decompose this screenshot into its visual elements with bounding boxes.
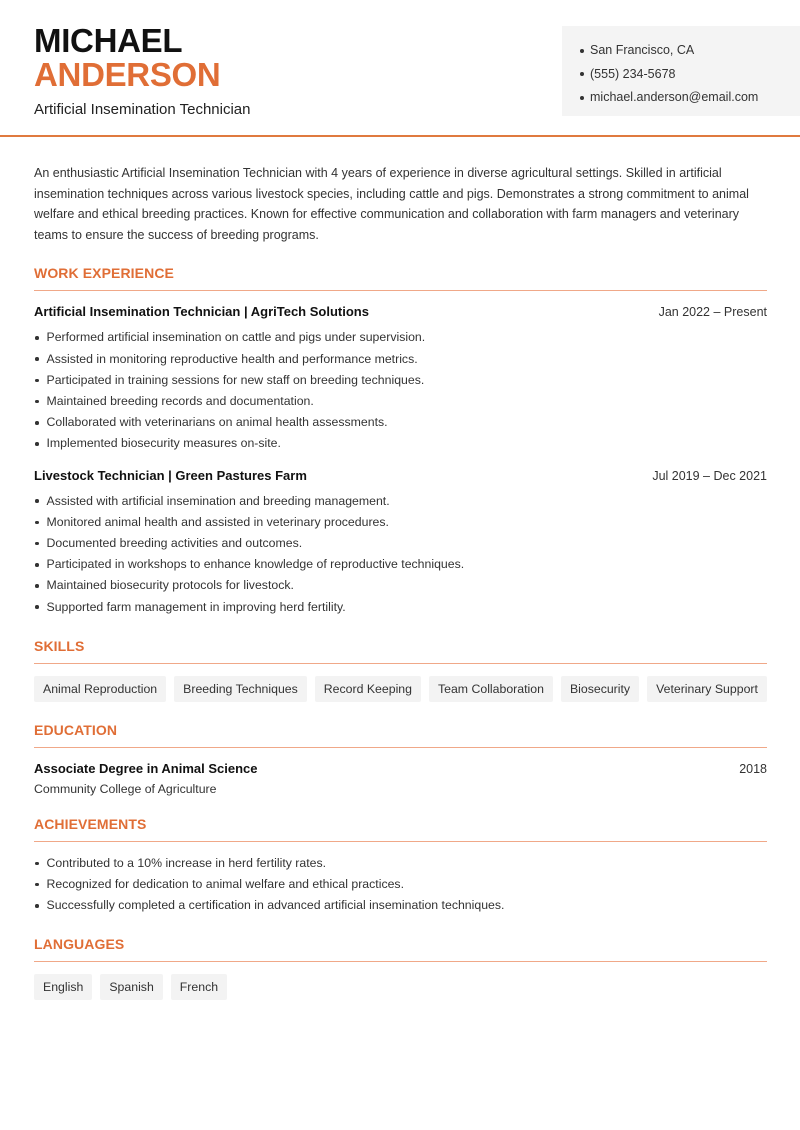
list-item: Recognized for dedication to animal welfare and ethical practices.	[34, 874, 767, 895]
job-role: Artificial Insemination Technician | AgriTech Solutions	[34, 304, 369, 320]
language-tag: Spanish	[100, 974, 162, 1000]
bullet-icon	[35, 563, 39, 567]
language-tag: French	[171, 974, 227, 1000]
email-text: michael.anderson@email.com	[590, 90, 759, 104]
skill-tag: Team Collaboration	[429, 676, 553, 702]
job-entry	[34, 304, 767, 454]
bullet-icon	[35, 357, 39, 361]
bullet-icon	[35, 542, 39, 546]
list-item: Implemented biosecurity measures on-site.	[34, 433, 767, 454]
job-role: Livestock Technician | Green Pastures Farm	[34, 467, 307, 483]
list-item: Assisted in monitoring reproductive health and performance metrics.	[34, 349, 767, 370]
skill-tag: Record Keeping	[315, 676, 421, 702]
section-title: WORK EXPERIENCE	[34, 265, 767, 291]
skills-section	[34, 638, 767, 702]
section-title: ACHIEVEMENTS	[34, 816, 767, 842]
language-tag: English	[34, 974, 92, 1000]
graduation-year: 2018	[739, 761, 767, 776]
skill-tag: Veterinary Support	[647, 676, 767, 702]
bullet-icon	[35, 421, 39, 425]
bullet-icon	[35, 883, 39, 887]
education-entry	[34, 761, 767, 796]
degree: Associate Degree in Animal Science	[34, 760, 258, 776]
skill-tag: Breeding Techniques	[174, 676, 307, 702]
section-title: SKILLS	[34, 638, 767, 664]
languages-section	[34, 936, 767, 1000]
resume-header	[0, 0, 800, 137]
list-item: Performed artificial insemination on cattle and pigs under supervision.	[34, 327, 767, 348]
bullet-icon	[580, 72, 584, 76]
last-name: ANDERSON	[34, 56, 221, 93]
achievements-list	[34, 853, 767, 917]
job-title: Artificial Insemination Technician	[34, 101, 251, 118]
job-dates: Jan 2022 – Present	[658, 305, 767, 320]
achievements-section	[34, 816, 767, 917]
contact-box	[562, 26, 800, 116]
location-text: San Francisco, CA	[590, 43, 695, 57]
list-item: Monitored animal health and assisted in veterinary procedures.	[34, 512, 767, 533]
bullet-icon	[580, 96, 584, 100]
list-item: Successfully completed a certification in advanced artificial insemination techniques.	[34, 895, 767, 916]
list-item: Contributed to a 10% increase in herd fertility rates.	[34, 853, 767, 874]
bullet-icon	[35, 379, 39, 383]
bullet-icon	[580, 49, 584, 53]
bullet-icon	[35, 499, 39, 503]
bullet-icon	[35, 521, 39, 525]
name-block	[34, 24, 251, 118]
education-section	[34, 722, 767, 796]
list-item: Supported farm management in improving herd fertility.	[34, 597, 767, 618]
bullet-icon	[35, 400, 39, 404]
skill-tag: Animal Reproduction	[34, 676, 166, 702]
first-name: MICHAEL	[34, 22, 183, 59]
school: Community College of Agriculture	[34, 781, 217, 796]
bullet-icon	[35, 584, 39, 588]
contact-phone	[580, 63, 800, 87]
section-title: LANGUAGES	[34, 936, 767, 962]
skills-tags	[34, 676, 767, 702]
list-item: Participated in training sessions for new staff on breeding techniques.	[34, 370, 767, 391]
resume-body	[34, 163, 767, 1000]
section-title: EDUCATION	[34, 722, 767, 748]
list-item: Maintained breeding records and documentation.	[34, 391, 767, 412]
job-dates: Jul 2019 – Dec 2021	[652, 468, 767, 483]
list-item: Collaborated with veterinarians on animal health assessments.	[34, 412, 767, 433]
language-tags	[34, 974, 767, 1000]
list-item: Documented breeding activities and outcomes.	[34, 533, 767, 554]
list-item: Participated in workshops to enhance knowledge of reproductive techniques.	[34, 554, 767, 575]
bullet-icon	[35, 605, 39, 609]
bullet-icon	[35, 904, 39, 908]
summary: An enthusiastic Artificial Insemination Technician with 4 years of experience in diverse agricultural settings. Skilled in artificial insemination techniques across various livestock species, including cattle and pigs. Demonstrates a strong commitment to animal welfare and ethical breeding practices. Known for effective communication and collaboration with farm managers and veterinary teams to ensure the success of breeding programs.	[34, 166, 749, 242]
list-item: Assisted with artificial insemination and breeding management.	[34, 491, 767, 512]
bullet-icon	[35, 862, 39, 866]
job-entry	[34, 468, 767, 618]
phone-text: (555) 234-5678	[590, 66, 676, 81]
bullet-icon	[35, 336, 39, 340]
list-item: Maintained biosecurity protocols for livestock.	[34, 575, 767, 596]
work-experience-section	[34, 265, 767, 617]
skill-tag: Biosecurity	[561, 676, 639, 702]
contact-email	[580, 86, 800, 110]
bullet-icon	[35, 442, 39, 446]
job-bullets	[34, 491, 767, 618]
contact-location	[580, 39, 800, 63]
job-bullets	[34, 327, 767, 454]
